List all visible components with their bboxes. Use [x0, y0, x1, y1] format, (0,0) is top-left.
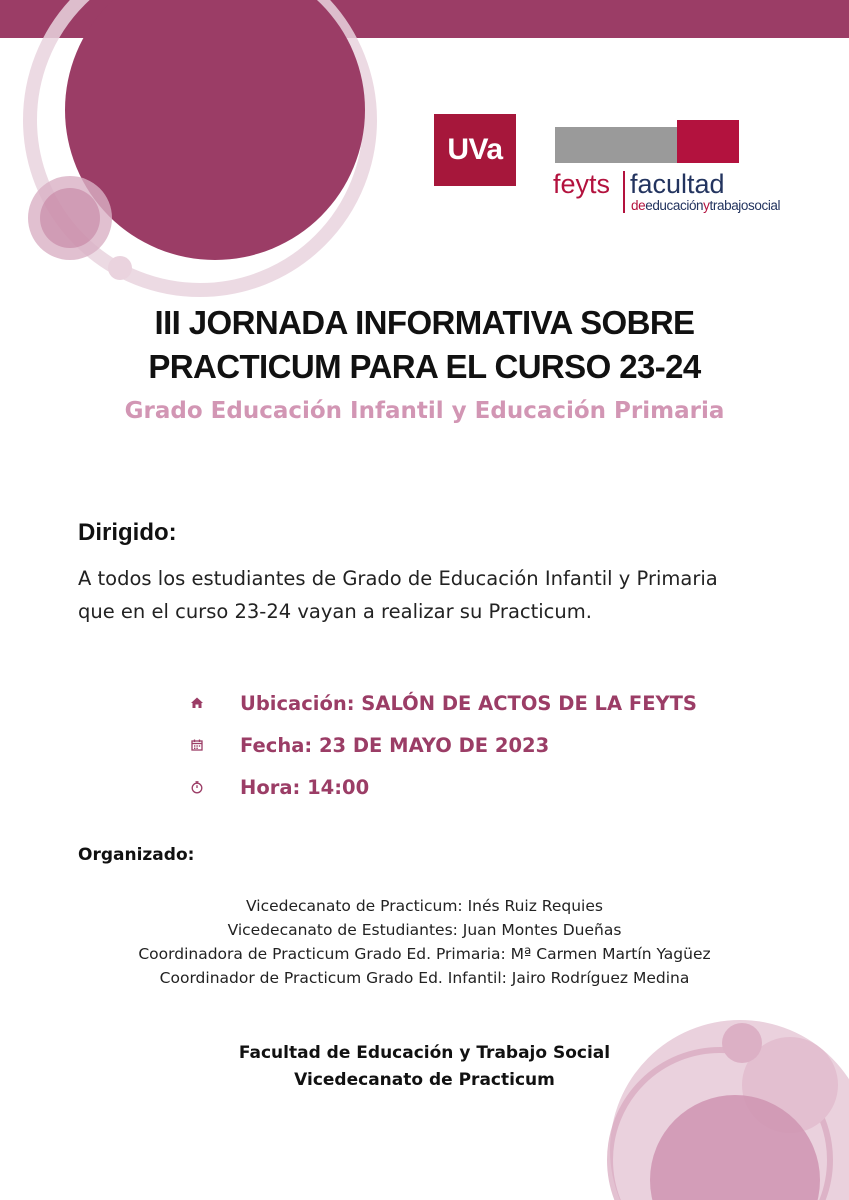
footer-signature: [0, 1040, 849, 1094]
deco-circle-tiny: [108, 256, 132, 280]
info-row-fecha: [188, 730, 549, 760]
home-icon: [188, 694, 206, 712]
feyts-logo-red-bar: [677, 120, 739, 163]
event-title-line-1: III JORNADA INFORMATIVA SOBRE: [154, 304, 695, 341]
footer-line-1: Facultad de Educación y Trabajo Social: [238, 1043, 611, 1063]
footer-line-2: Vicedecanato de Practicum: [294, 1070, 555, 1090]
feyts-logo-word: feyts: [553, 169, 611, 199]
event-subtitle: Grado Educación Infantil y Educación Primaria: [124, 398, 725, 424]
dirigido-line-2: que en el curso 23-24 vayan a realizar su Practicum.: [78, 600, 592, 623]
feyts-logo-grey-bar: [555, 127, 677, 163]
ubicacion-text: Ubicación: SALÓN DE ACTOS DE LA FEYTS: [240, 691, 697, 715]
dirigido-heading: Dirigido:: [78, 519, 177, 546]
feyts-logo-separator: [623, 171, 625, 213]
hora-text: Hora: 14:00: [240, 775, 370, 799]
fecha-text: Fecha: 23 DE MAYO DE 2023: [240, 733, 550, 757]
organizado-heading: Organizado:: [78, 845, 195, 865]
calendar-icon: [188, 736, 206, 754]
stopwatch-icon: [188, 778, 206, 796]
organizer-item: Coordinadora de Practicum Grado Ed. Primaria: Mª Carmen Martín Yagüez: [138, 945, 711, 963]
facultad-logo-word: facultad: [630, 169, 725, 199]
info-row-ubicacion: [188, 688, 697, 718]
feyts-logo-subtitle: deeducaciónytrabajosocial: [631, 198, 781, 213]
dirigido-description: [78, 562, 798, 628]
deco-circle-small-2: [40, 188, 100, 248]
organizer-item: Vicedecanato de Estudiantes: Juan Montes Dueñas: [227, 921, 622, 939]
organizers-list: [0, 894, 849, 990]
event-title-line-2: PRACTICUM PARA EL CURSO 23-24: [148, 348, 701, 385]
dirigido-line-1: A todos los estudiantes de Grado de Educación Infantil y Primaria: [78, 567, 718, 590]
feyts-facultad-logo: [553, 119, 823, 219]
organizer-item: Coordinador de Practicum Grado Ed. Infantil: Jairo Rodríguez Medina: [159, 969, 690, 987]
info-row-hora: [188, 772, 369, 802]
uva-logo: UVa: [434, 114, 516, 186]
organizer-item: Vicedecanato de Practicum: Inés Ruiz Requies: [246, 897, 603, 915]
